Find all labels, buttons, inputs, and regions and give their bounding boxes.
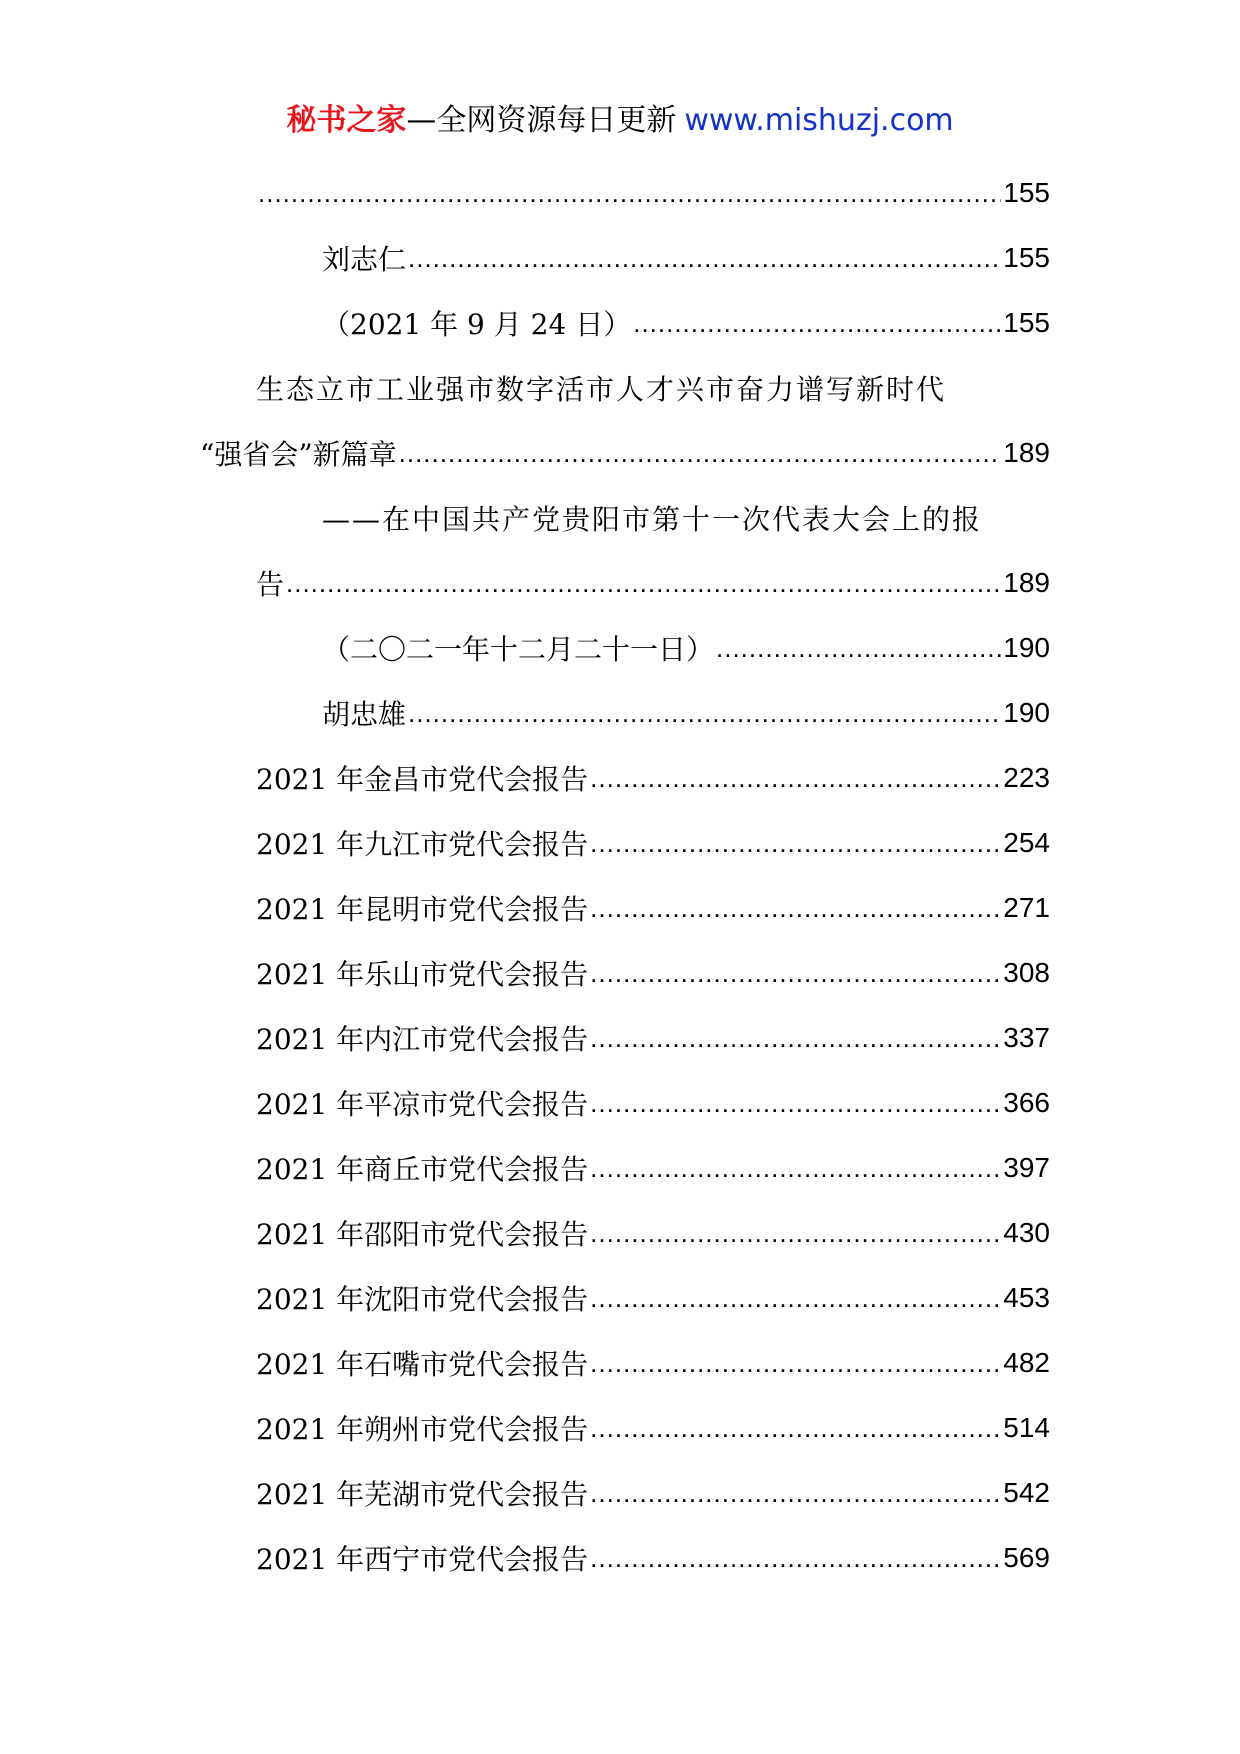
toc-leader-dots	[590, 1088, 1001, 1118]
toc-entry-title: 2021 年芜湖市党代会报告	[256, 1477, 589, 1511]
toc-entry[interactable]	[256, 1070, 1050, 1135]
toc-entry-title: （二〇二一年十二月二十一日）	[322, 632, 715, 666]
toc-entry[interactable]	[256, 225, 1050, 290]
toc-entry[interactable]	[256, 160, 1050, 225]
toc-page-number: 271	[1003, 891, 1050, 923]
toc-leader-dots	[590, 1348, 1001, 1378]
toc-page-number: 569	[1003, 1541, 1050, 1573]
toc-leader-dots	[408, 243, 1001, 273]
toc-entry-title: 2021 年邵阳市党代会报告	[256, 1217, 589, 1251]
toc-leader-dots	[258, 178, 1001, 208]
toc-page-number: 190	[1003, 696, 1050, 728]
toc-entry-title: 告	[256, 567, 285, 601]
toc-leader-dots	[590, 1218, 1001, 1248]
website-link[interactable]: www.mishuzj.com	[684, 103, 954, 138]
toc-entry-title: 2021 年商丘市党代会报告	[256, 1152, 589, 1186]
toc-entry[interactable]	[200, 420, 1050, 485]
toc-page-number: 308	[1003, 956, 1050, 988]
toc-entry[interactable]	[256, 1200, 1050, 1265]
toc-leader-dots	[590, 1478, 1001, 1508]
toc-entry[interactable]	[256, 1265, 1050, 1330]
toc-entry[interactable]	[256, 615, 1050, 680]
toc-entry-title: “强省会”新篇章	[200, 437, 397, 471]
toc-leader-dots	[590, 1153, 1001, 1183]
toc-entry[interactable]	[256, 355, 1050, 420]
toc-entry-title: ——在中国共产党贵阳市第十一次代表大会上的报	[322, 502, 983, 536]
toc-leader-dots	[590, 828, 1001, 858]
toc-entry[interactable]	[256, 1005, 1050, 1070]
toc-leader-dots	[590, 1413, 1001, 1443]
toc-page-number: 190	[1003, 631, 1050, 663]
toc-page-number: 155	[1003, 241, 1050, 273]
toc-page-number: 482	[1003, 1346, 1050, 1378]
toc-leader-dots	[590, 763, 1001, 793]
toc-page-number: 223	[1003, 761, 1050, 793]
toc-page-number: 542	[1003, 1476, 1050, 1508]
toc-entry[interactable]	[256, 1460, 1050, 1525]
toc-entry[interactable]	[256, 290, 1050, 355]
toc-page-number: 514	[1003, 1411, 1050, 1443]
toc-entry[interactable]	[256, 1395, 1050, 1460]
toc-entry[interactable]	[256, 550, 1050, 615]
toc-entry[interactable]	[256, 810, 1050, 875]
toc-entry-title: （2021 年 9 月 24 日）	[322, 307, 632, 341]
toc-entry-title: 生态立市工业强市数字活市人才兴市奋力谱写新时代	[256, 372, 947, 406]
toc-entry-title: 2021 年九江市党代会报告	[256, 827, 589, 861]
toc-page-number: 430	[1003, 1216, 1050, 1248]
toc-entry[interactable]	[256, 485, 1050, 550]
toc-page-number: 155	[1003, 176, 1050, 208]
toc-page-number: 337	[1003, 1021, 1050, 1053]
toc-entry[interactable]	[256, 1330, 1050, 1395]
toc-leader-dots	[590, 1283, 1001, 1313]
toc-page-number: 189	[1003, 436, 1050, 468]
brand-name: 秘书之家	[286, 103, 407, 138]
toc-entry[interactable]	[256, 1525, 1050, 1590]
page-header	[0, 101, 1240, 141]
toc-page-number: 397	[1003, 1151, 1050, 1183]
toc-entry-title: 2021 年金昌市党代会报告	[256, 762, 589, 796]
toc-page-number: 155	[1003, 306, 1050, 338]
toc-entry-title: 胡忠雄	[322, 697, 407, 731]
toc-leader-dots	[590, 1023, 1001, 1053]
toc-entry-title: 2021 年内江市党代会报告	[256, 1022, 589, 1056]
header-slogan: —全网资源每日更新	[406, 103, 677, 138]
toc-leader-dots	[590, 958, 1001, 988]
toc-entry[interactable]	[256, 875, 1050, 940]
toc-leader-dots	[408, 698, 1001, 728]
toc-entry-title: 2021 年乐山市党代会报告	[256, 957, 589, 991]
toc-leader-dots	[590, 1543, 1001, 1573]
toc-entry-title: 2021 年平凉市党代会报告	[256, 1087, 589, 1121]
toc-page-number: 453	[1003, 1281, 1050, 1313]
toc-entry[interactable]	[256, 1135, 1050, 1200]
toc-page-number: 254	[1003, 826, 1050, 858]
toc-leader-dots	[286, 568, 1001, 598]
toc-leader-dots	[399, 438, 1002, 468]
toc-leader-dots	[716, 633, 1001, 663]
toc-page-number: 366	[1003, 1086, 1050, 1118]
toc-leader-dots	[633, 308, 1001, 338]
toc-entry-title: 2021 年西宁市党代会报告	[256, 1542, 589, 1576]
table-of-contents	[200, 160, 1050, 1590]
toc-entry-title: 2021 年朔州市党代会报告	[256, 1412, 589, 1446]
toc-page-number: 189	[1003, 566, 1050, 598]
toc-entry[interactable]	[256, 940, 1050, 1005]
toc-entry-title: 2021 年沈阳市党代会报告	[256, 1282, 589, 1316]
toc-entry-title: 刘志仁	[322, 242, 407, 276]
toc-entry[interactable]	[256, 680, 1050, 745]
toc-entry-title: 2021 年昆明市党代会报告	[256, 892, 589, 926]
toc-entry-title: 2021 年石嘴市党代会报告	[256, 1347, 589, 1381]
toc-leader-dots	[590, 893, 1001, 923]
toc-entry[interactable]	[256, 745, 1050, 810]
